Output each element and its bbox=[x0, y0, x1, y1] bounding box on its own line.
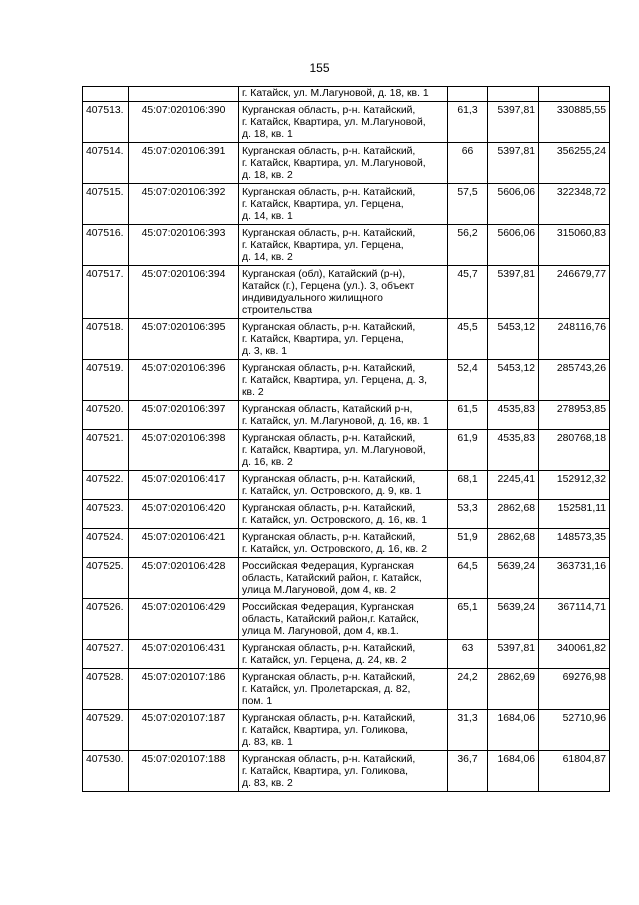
address-line: г. Катайск, ул. Герцена, д. 24, кв. 2 bbox=[242, 655, 407, 666]
address-line: пом. 1 bbox=[242, 696, 273, 707]
cell-cadastral: 45:07:020106:417 bbox=[129, 471, 239, 500]
cell-address bbox=[239, 266, 448, 319]
cell-area: 65,1 bbox=[448, 599, 488, 640]
cell-num: 407516. bbox=[83, 225, 129, 266]
table-row bbox=[83, 319, 610, 360]
cell-area: 45,5 bbox=[448, 319, 488, 360]
address-line: г. Катайск, ул. Островского, д. 16, кв. 1 bbox=[242, 515, 427, 526]
address-line: Российская Федерация, Курганская bbox=[242, 602, 414, 613]
cell-num: 407519. bbox=[83, 360, 129, 401]
cell-num: 407515. bbox=[83, 184, 129, 225]
table-row bbox=[83, 266, 610, 319]
cell-value: 152581,11 bbox=[539, 500, 610, 529]
address-line: г. Катайск, ул. М.Лагуновой, д. 16, кв. 1 bbox=[242, 416, 429, 427]
cell-price: 4535,83 bbox=[488, 401, 539, 430]
address-line: кв. 2 bbox=[242, 387, 264, 398]
cell-price: 5453,12 bbox=[488, 319, 539, 360]
cell-num: 407526. bbox=[83, 599, 129, 640]
cell-address bbox=[239, 751, 448, 792]
cell-price: 5397,81 bbox=[488, 266, 539, 319]
cell-area: 36,7 bbox=[448, 751, 488, 792]
cell-price: 2862,68 bbox=[488, 529, 539, 558]
cell-num: 407527. bbox=[83, 640, 129, 669]
cell-num: 407520. bbox=[83, 401, 129, 430]
cell-num: 407522. bbox=[83, 471, 129, 500]
address-line: д. 3, кв. 1 bbox=[242, 346, 288, 357]
address-line: г. Катайск, Квартира, ул. Герцена, bbox=[242, 334, 404, 345]
table-row bbox=[83, 360, 610, 401]
address-line: Курганская область, р-н. Катайский, bbox=[242, 105, 416, 116]
address-line: Курганская область, р-н. Катайский, bbox=[242, 474, 416, 485]
cell-cadastral: 45:07:020106:421 bbox=[129, 529, 239, 558]
address-line: область, Катайский район, г. Катайск, bbox=[242, 573, 422, 584]
address-line: Курганская область, р-н. Катайский, bbox=[242, 503, 416, 514]
address-line: Курганская область, р-н. Катайский, bbox=[242, 363, 416, 374]
address-line: д. 14, кв. 2 bbox=[242, 252, 293, 263]
cell-cadastral: 45:07:020106:393 bbox=[129, 225, 239, 266]
cell-num: 407524. bbox=[83, 529, 129, 558]
cell-address bbox=[239, 599, 448, 640]
table-row bbox=[83, 184, 610, 225]
cell-num: 407513. bbox=[83, 102, 129, 143]
cell-address bbox=[239, 669, 448, 710]
cell-value: 363731,16 bbox=[539, 558, 610, 599]
cell-price: 5453,12 bbox=[488, 360, 539, 401]
cell-value: 61804,87 bbox=[539, 751, 610, 792]
cell-value: 285743,26 bbox=[539, 360, 610, 401]
table-row bbox=[83, 225, 610, 266]
cell-area: 61,9 bbox=[448, 430, 488, 471]
address-line: Курганская область, р-н. Катайский, bbox=[242, 713, 416, 724]
address-line: г. Катайск, Квартира, ул. Голикова, bbox=[242, 725, 408, 736]
cell-price: 5397,81 bbox=[488, 102, 539, 143]
cell-area: 56,2 bbox=[448, 225, 488, 266]
address-line: Курганская область, р-н. Катайский, bbox=[242, 146, 416, 157]
cell-area: 57,5 bbox=[448, 184, 488, 225]
address-line: д. 18, кв. 2 bbox=[242, 170, 293, 181]
address-line: Российская Федерация, Курганская bbox=[242, 561, 414, 572]
cell-num: 407525. bbox=[83, 558, 129, 599]
table-row bbox=[83, 710, 610, 751]
cell-value: 152912,32 bbox=[539, 471, 610, 500]
cell-address bbox=[239, 184, 448, 225]
cell-cadastral bbox=[129, 87, 239, 102]
address-line: д. 18, кв. 1 bbox=[242, 129, 293, 140]
address-line: Курганская область, р-н. Катайский, bbox=[242, 532, 416, 543]
cell-address bbox=[239, 401, 448, 430]
table-row bbox=[83, 500, 610, 529]
table-row bbox=[83, 102, 610, 143]
cell-cadastral: 45:07:020106:429 bbox=[129, 599, 239, 640]
cell-value: 356255,24 bbox=[539, 143, 610, 184]
cell-value: 248116,76 bbox=[539, 319, 610, 360]
address-line: Курганская область, Катайский р-н, bbox=[242, 404, 413, 415]
table-row bbox=[83, 529, 610, 558]
table-row bbox=[83, 669, 610, 710]
cell-value: 322348,72 bbox=[539, 184, 610, 225]
cell-address bbox=[239, 225, 448, 266]
cell-value bbox=[539, 87, 610, 102]
address-line: д. 83, кв. 2 bbox=[242, 778, 293, 789]
cell-cadastral: 45:07:020106:390 bbox=[129, 102, 239, 143]
cell-cadastral: 45:07:020107:186 bbox=[129, 669, 239, 710]
cell-cadastral: 45:07:020107:187 bbox=[129, 710, 239, 751]
address-line: г. Катайск, Квартира, ул. Герцена, д. 3, bbox=[242, 375, 428, 386]
cell-cadastral: 45:07:020106:397 bbox=[129, 401, 239, 430]
cell-area: 63 bbox=[448, 640, 488, 669]
cell-value: 69276,98 bbox=[539, 669, 610, 710]
cell-cadastral: 45:07:020106:428 bbox=[129, 558, 239, 599]
cell-price: 5397,81 bbox=[488, 143, 539, 184]
address-line: г. Катайск, Квартира, ул. Голикова, bbox=[242, 766, 408, 777]
address-line: Курганская область, р-н. Катайский, bbox=[242, 187, 416, 198]
address-line: Курганская область, р-н. Катайский, bbox=[242, 228, 416, 239]
cell-price: 2862,69 bbox=[488, 669, 539, 710]
address-line: г. Катайск, Квартира, ул. Герцена, bbox=[242, 199, 404, 210]
cell-price: 2862,68 bbox=[488, 500, 539, 529]
address-line: г. Катайск, Квартира, ул. Герцена, bbox=[242, 240, 404, 251]
cell-value: 330885,55 bbox=[539, 102, 610, 143]
address-line: д. 16, кв. 2 bbox=[242, 457, 293, 468]
table-row bbox=[83, 558, 610, 599]
page-number: 155 bbox=[309, 61, 330, 75]
cell-address: г. Катайск, ул. М.Лагуновой, д. 18, кв. 1 bbox=[239, 87, 448, 102]
cell-area: 53,3 bbox=[448, 500, 488, 529]
cell-address bbox=[239, 430, 448, 471]
cell-price: 1684,06 bbox=[488, 710, 539, 751]
cell-price: 1684,06 bbox=[488, 751, 539, 792]
table-row bbox=[83, 640, 610, 669]
cell-cadastral: 45:07:020106:420 bbox=[129, 500, 239, 529]
address-line: г. Катайск, Квартира, ул. М.Лагуновой, bbox=[242, 445, 426, 456]
address-line: д. 14, кв. 1 bbox=[242, 211, 293, 222]
cell-address bbox=[239, 710, 448, 751]
cell-address bbox=[239, 319, 448, 360]
address-line: г. Катайск, ул. Островского, д. 9, кв. 1 bbox=[242, 486, 422, 497]
address-line: улица М.Лагуновой, дом 4, кв. 2 bbox=[242, 585, 396, 596]
cell-price: 5639,24 bbox=[488, 558, 539, 599]
cell-address bbox=[239, 529, 448, 558]
cell-area: 61,3 bbox=[448, 102, 488, 143]
table-row bbox=[83, 471, 610, 500]
cell-value: 52710,96 bbox=[539, 710, 610, 751]
cell-address bbox=[239, 360, 448, 401]
cell-address bbox=[239, 640, 448, 669]
cell-cadastral: 45:07:020106:396 bbox=[129, 360, 239, 401]
table-row bbox=[83, 751, 610, 792]
cell-cadastral: 45:07:020106:394 bbox=[129, 266, 239, 319]
cell-address bbox=[239, 500, 448, 529]
cell-address bbox=[239, 558, 448, 599]
address-line: г. Катайск, Квартира, ул. М.Лагуновой, bbox=[242, 117, 426, 128]
cell-num bbox=[83, 87, 129, 102]
cell-area: 45,7 bbox=[448, 266, 488, 319]
cell-num: 407521. bbox=[83, 430, 129, 471]
address-line: улица М. Лагуновой, дом 4, кв.1. bbox=[242, 626, 399, 637]
cell-price: 5606,06 bbox=[488, 184, 539, 225]
cell-value: 278953,85 bbox=[539, 401, 610, 430]
cell-value: 246679,77 bbox=[539, 266, 610, 319]
cell-price: 5606,06 bbox=[488, 225, 539, 266]
cell-cadastral: 45:07:020106:431 bbox=[129, 640, 239, 669]
cell-area: 24,2 bbox=[448, 669, 488, 710]
cell-price: 4535,83 bbox=[488, 430, 539, 471]
cell-area: 31,3 bbox=[448, 710, 488, 751]
cell-area: 68,1 bbox=[448, 471, 488, 500]
cell-value: 148573,35 bbox=[539, 529, 610, 558]
address-line: Курганская область, р-н. Катайский, bbox=[242, 672, 416, 683]
cell-area: 66 bbox=[448, 143, 488, 184]
cell-price: 5639,24 bbox=[488, 599, 539, 640]
cell-value: 367114,71 bbox=[539, 599, 610, 640]
cell-cadastral: 45:07:020106:395 bbox=[129, 319, 239, 360]
cell-num: 407528. bbox=[83, 669, 129, 710]
address-line: г. Катайск, Квартира, ул. М.Лагуновой, bbox=[242, 158, 426, 169]
property-registry-table bbox=[82, 86, 610, 792]
cell-price: 2245,41 bbox=[488, 471, 539, 500]
cell-area: 64,5 bbox=[448, 558, 488, 599]
cell-area bbox=[448, 87, 488, 102]
address-line: Курганская (обл), Катайский (р-н), bbox=[242, 269, 406, 280]
address-line: индивидуального жилищного bbox=[242, 293, 383, 304]
cell-num: 407518. bbox=[83, 319, 129, 360]
table-row bbox=[83, 599, 610, 640]
table-row bbox=[83, 401, 610, 430]
cell-value: 280768,18 bbox=[539, 430, 610, 471]
cell-area: 52,4 bbox=[448, 360, 488, 401]
address-line: г. Катайск, ул. Пролетарская, д. 82, bbox=[242, 684, 411, 695]
address-line: Катайск (г.), Герцена (ул.). 3, объект bbox=[242, 281, 415, 292]
cell-num: 407530. bbox=[83, 751, 129, 792]
cell-price bbox=[488, 87, 539, 102]
cell-num: 407514. bbox=[83, 143, 129, 184]
address-line: строительства bbox=[242, 305, 313, 316]
address-line: область, Катайский район,г. Катайск, bbox=[242, 614, 419, 625]
cell-address bbox=[239, 102, 448, 143]
continuation-row bbox=[83, 87, 610, 102]
table-row bbox=[83, 430, 610, 471]
cell-num: 407523. bbox=[83, 500, 129, 529]
address-line: Курганская область, р-н. Катайский, bbox=[242, 433, 416, 444]
cell-address bbox=[239, 143, 448, 184]
cell-num: 407529. bbox=[83, 710, 129, 751]
cell-cadastral: 45:07:020107:188 bbox=[129, 751, 239, 792]
cell-area: 61,5 bbox=[448, 401, 488, 430]
table-row bbox=[83, 143, 610, 184]
cell-cadastral: 45:07:020106:392 bbox=[129, 184, 239, 225]
address-line: д. 83, кв. 1 bbox=[242, 737, 293, 748]
cell-address bbox=[239, 471, 448, 500]
cell-area: 51,9 bbox=[448, 529, 488, 558]
address-line: Курганская область, р-н. Катайский, bbox=[242, 754, 416, 765]
cell-cadastral: 45:07:020106:391 bbox=[129, 143, 239, 184]
cell-price: 5397,81 bbox=[488, 640, 539, 669]
cell-num: 407517. bbox=[83, 266, 129, 319]
address-line: Курганская область, р-н. Катайский, bbox=[242, 643, 416, 654]
cell-value: 315060,83 bbox=[539, 225, 610, 266]
address-line: Курганская область, р-н. Катайский, bbox=[242, 322, 416, 333]
address-line: г. Катайск, ул. Островского, д. 16, кв. 2 bbox=[242, 544, 427, 555]
cell-value: 340061,82 bbox=[539, 640, 610, 669]
cell-cadastral: 45:07:020106:398 bbox=[129, 430, 239, 471]
